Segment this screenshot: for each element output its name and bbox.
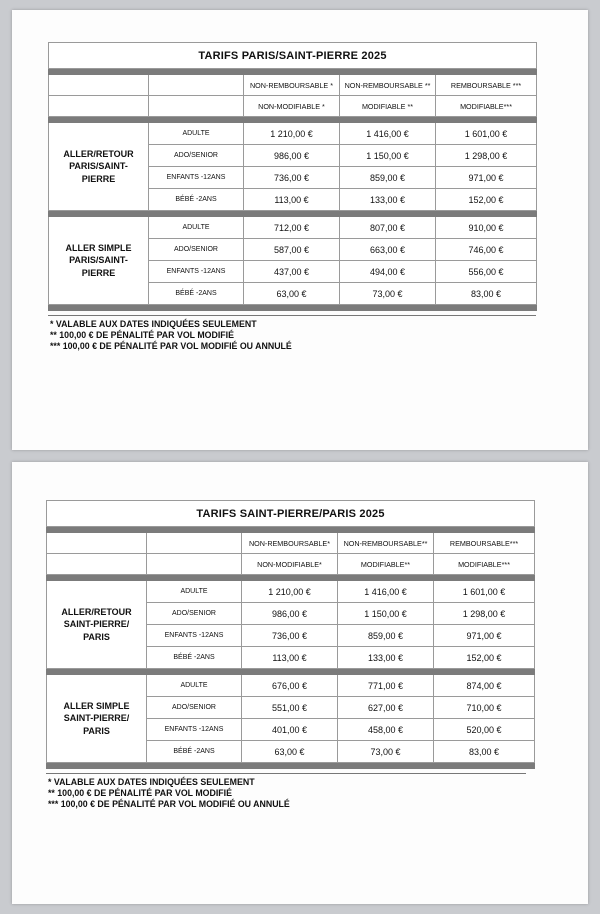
trip-type-label-line: SAINT-PIERRE/ (63, 713, 130, 724)
trip-type-label-line: PARIS (83, 725, 110, 736)
change-policy-header: MODIFIABLE ** (340, 96, 436, 117)
empty-header-cell (147, 554, 242, 575)
footnote: ** 100,00 € DE PÉNALITÉ PAR VOL MODIFIÉ (48, 788, 232, 798)
empty-header-cell (47, 533, 147, 554)
refund-policy-header: REMBOURSABLE*** (434, 533, 535, 554)
empty-header-cell (147, 533, 242, 554)
passenger-category: ENFANTS -12ANS (147, 625, 242, 647)
trip-type-label (49, 123, 149, 211)
fare-price: 971,00 € (436, 167, 537, 189)
passenger-category: ADULTE (147, 675, 242, 697)
table-row (47, 675, 535, 697)
table-title: TARIFS SAINT-PIERRE/PARIS 2025 (47, 501, 535, 527)
fare-price: 83,00 € (434, 741, 535, 763)
footnote: *** 100,00 € DE PÉNALITÉ PAR VOL MODIFIÉ OU ANNULÉ (48, 799, 290, 809)
fare-price: 587,00 € (244, 239, 340, 261)
fare-price: 520,00 € (434, 719, 535, 741)
fare-price: 712,00 € (244, 217, 340, 239)
table-bottom-band (47, 763, 535, 769)
trip-type-label (49, 217, 149, 305)
passenger-category: BÉBÉ -2ANS (147, 741, 242, 763)
fare-sheet-paris-saint-pierre (12, 10, 588, 450)
fare-price: 437,00 € (244, 261, 340, 283)
fare-price: 1 298,00 € (434, 603, 535, 625)
fare-price: 113,00 € (244, 189, 340, 211)
fare-price: 746,00 € (436, 239, 537, 261)
footnote: *** 100,00 € DE PÉNALITÉ PAR VOL MODIFIÉ OU ANNULÉ (50, 341, 292, 351)
fare-price: 556,00 € (436, 261, 537, 283)
trip-type-label (47, 675, 147, 763)
fare-price: 133,00 € (340, 189, 436, 211)
fare-price: 458,00 € (338, 719, 434, 741)
fare-price: 63,00 € (244, 283, 340, 305)
trip-type-label-line: PIERRE (81, 173, 116, 184)
refund-policy-header: NON-REMBOURSABLE* (242, 533, 338, 554)
notes-divider (48, 315, 536, 316)
footnote: * VALABLE AUX DATES INDIQUÉES SEULEMENT (48, 777, 255, 787)
trip-type-label-line: PARIS/SAINT- (69, 161, 128, 172)
fare-price: 627,00 € (338, 697, 434, 719)
fare-price: 859,00 € (338, 625, 434, 647)
fare-price: 1 601,00 € (434, 581, 535, 603)
fare-price: 401,00 € (242, 719, 338, 741)
trip-type-label-line: SAINT-PIERRE/ (63, 619, 130, 630)
fare-price: 73,00 € (340, 283, 436, 305)
fare-price: 1 150,00 € (338, 603, 434, 625)
refund-policy-header: NON-REMBOURSABLE ** (340, 75, 436, 96)
passenger-category: ADO/SENIOR (149, 145, 244, 167)
refund-policy-header: REMBOURSABLE *** (436, 75, 537, 96)
fare-price: 1 210,00 € (244, 123, 340, 145)
passenger-category: BÉBÉ -2ANS (147, 647, 242, 669)
footnotes (50, 319, 292, 352)
fare-price: 152,00 € (436, 189, 537, 211)
fare-price: 1 150,00 € (340, 145, 436, 167)
fare-price: 736,00 € (242, 625, 338, 647)
fare-price: 1 298,00 € (436, 145, 537, 167)
trip-type-label-line: ALLER SIMPLE (63, 701, 130, 712)
fare-price: 1 416,00 € (340, 123, 436, 145)
fare-price: 551,00 € (242, 697, 338, 719)
empty-header-cell (47, 554, 147, 575)
passenger-category: ENFANTS -12ANS (149, 261, 244, 283)
passenger-category: ADULTE (149, 217, 244, 239)
empty-header-cell (149, 75, 244, 96)
footnote: * VALABLE AUX DATES INDIQUÉES SEULEMENT (50, 319, 257, 329)
notes-divider (46, 773, 526, 774)
fare-price: 771,00 € (338, 675, 434, 697)
table-bottom-band (49, 305, 537, 311)
empty-header-cell (49, 75, 149, 96)
fare-sheet-saint-pierre-paris (12, 462, 588, 904)
fare-price: 152,00 € (434, 647, 535, 669)
fare-price: 133,00 € (338, 647, 434, 669)
trip-type-label-line: ALLER/RETOUR (61, 607, 132, 618)
change-policy-header: MODIFIABLE** (338, 554, 434, 575)
fare-price: 910,00 € (436, 217, 537, 239)
passenger-category: ADO/SENIOR (147, 697, 242, 719)
fare-price: 73,00 € (338, 741, 434, 763)
footnotes (48, 777, 290, 810)
fare-price: 986,00 € (242, 603, 338, 625)
fare-price: 1 210,00 € (242, 581, 338, 603)
passenger-category: ADULTE (149, 123, 244, 145)
fare-price: 736,00 € (244, 167, 340, 189)
trip-type-label-line: PIERRE (81, 267, 116, 278)
change-policy-header: MODIFIABLE*** (436, 96, 537, 117)
empty-header-cell (49, 96, 149, 117)
trip-type-label-line: PARIS/SAINT- (69, 255, 128, 266)
fare-price: 710,00 € (434, 697, 535, 719)
passenger-category: ENFANTS -12ANS (149, 167, 244, 189)
passenger-category: ENFANTS -12ANS (147, 719, 242, 741)
change-policy-header: MODIFIABLE*** (434, 554, 535, 575)
fare-price: 1 601,00 € (436, 123, 537, 145)
passenger-category: ADO/SENIOR (147, 603, 242, 625)
fare-price: 986,00 € (244, 145, 340, 167)
refund-policy-header: NON-REMBOURSABLE** (338, 533, 434, 554)
passenger-category: BÉBÉ -2ANS (149, 189, 244, 211)
fare-price: 1 416,00 € (338, 581, 434, 603)
fare-price: 83,00 € (436, 283, 537, 305)
passenger-category: BÉBÉ -2ANS (149, 283, 244, 305)
refund-policy-header: NON-REMBOURSABLE * (244, 75, 340, 96)
empty-header-cell (149, 96, 244, 117)
table-row (47, 581, 535, 603)
fare-price: 859,00 € (340, 167, 436, 189)
table-row (49, 123, 537, 145)
fare-price: 663,00 € (340, 239, 436, 261)
passenger-category: ADO/SENIOR (149, 239, 244, 261)
trip-type-label-line: ALLER/RETOUR (63, 149, 134, 160)
fare-table (48, 42, 537, 311)
fare-price: 971,00 € (434, 625, 535, 647)
fare-price: 494,00 € (340, 261, 436, 283)
change-policy-header: NON-MODIFIABLE* (242, 554, 338, 575)
fare-price: 676,00 € (242, 675, 338, 697)
table-row (49, 217, 537, 239)
change-policy-header: NON-MODIFIABLE * (244, 96, 340, 117)
fare-price: 113,00 € (242, 647, 338, 669)
fare-price: 874,00 € (434, 675, 535, 697)
trip-type-label-line: ALLER SIMPLE (65, 243, 132, 254)
footnote: ** 100,00 € DE PÉNALITÉ PAR VOL MODIFIÉ (50, 330, 234, 340)
fare-price: 807,00 € (340, 217, 436, 239)
table-title: TARIFS PARIS/SAINT-PIERRE 2025 (49, 43, 537, 69)
fare-price: 63,00 € (242, 741, 338, 763)
passenger-category: ADULTE (147, 581, 242, 603)
trip-type-label (47, 581, 147, 669)
trip-type-label-line: PARIS (83, 631, 110, 642)
fare-table (46, 500, 535, 769)
